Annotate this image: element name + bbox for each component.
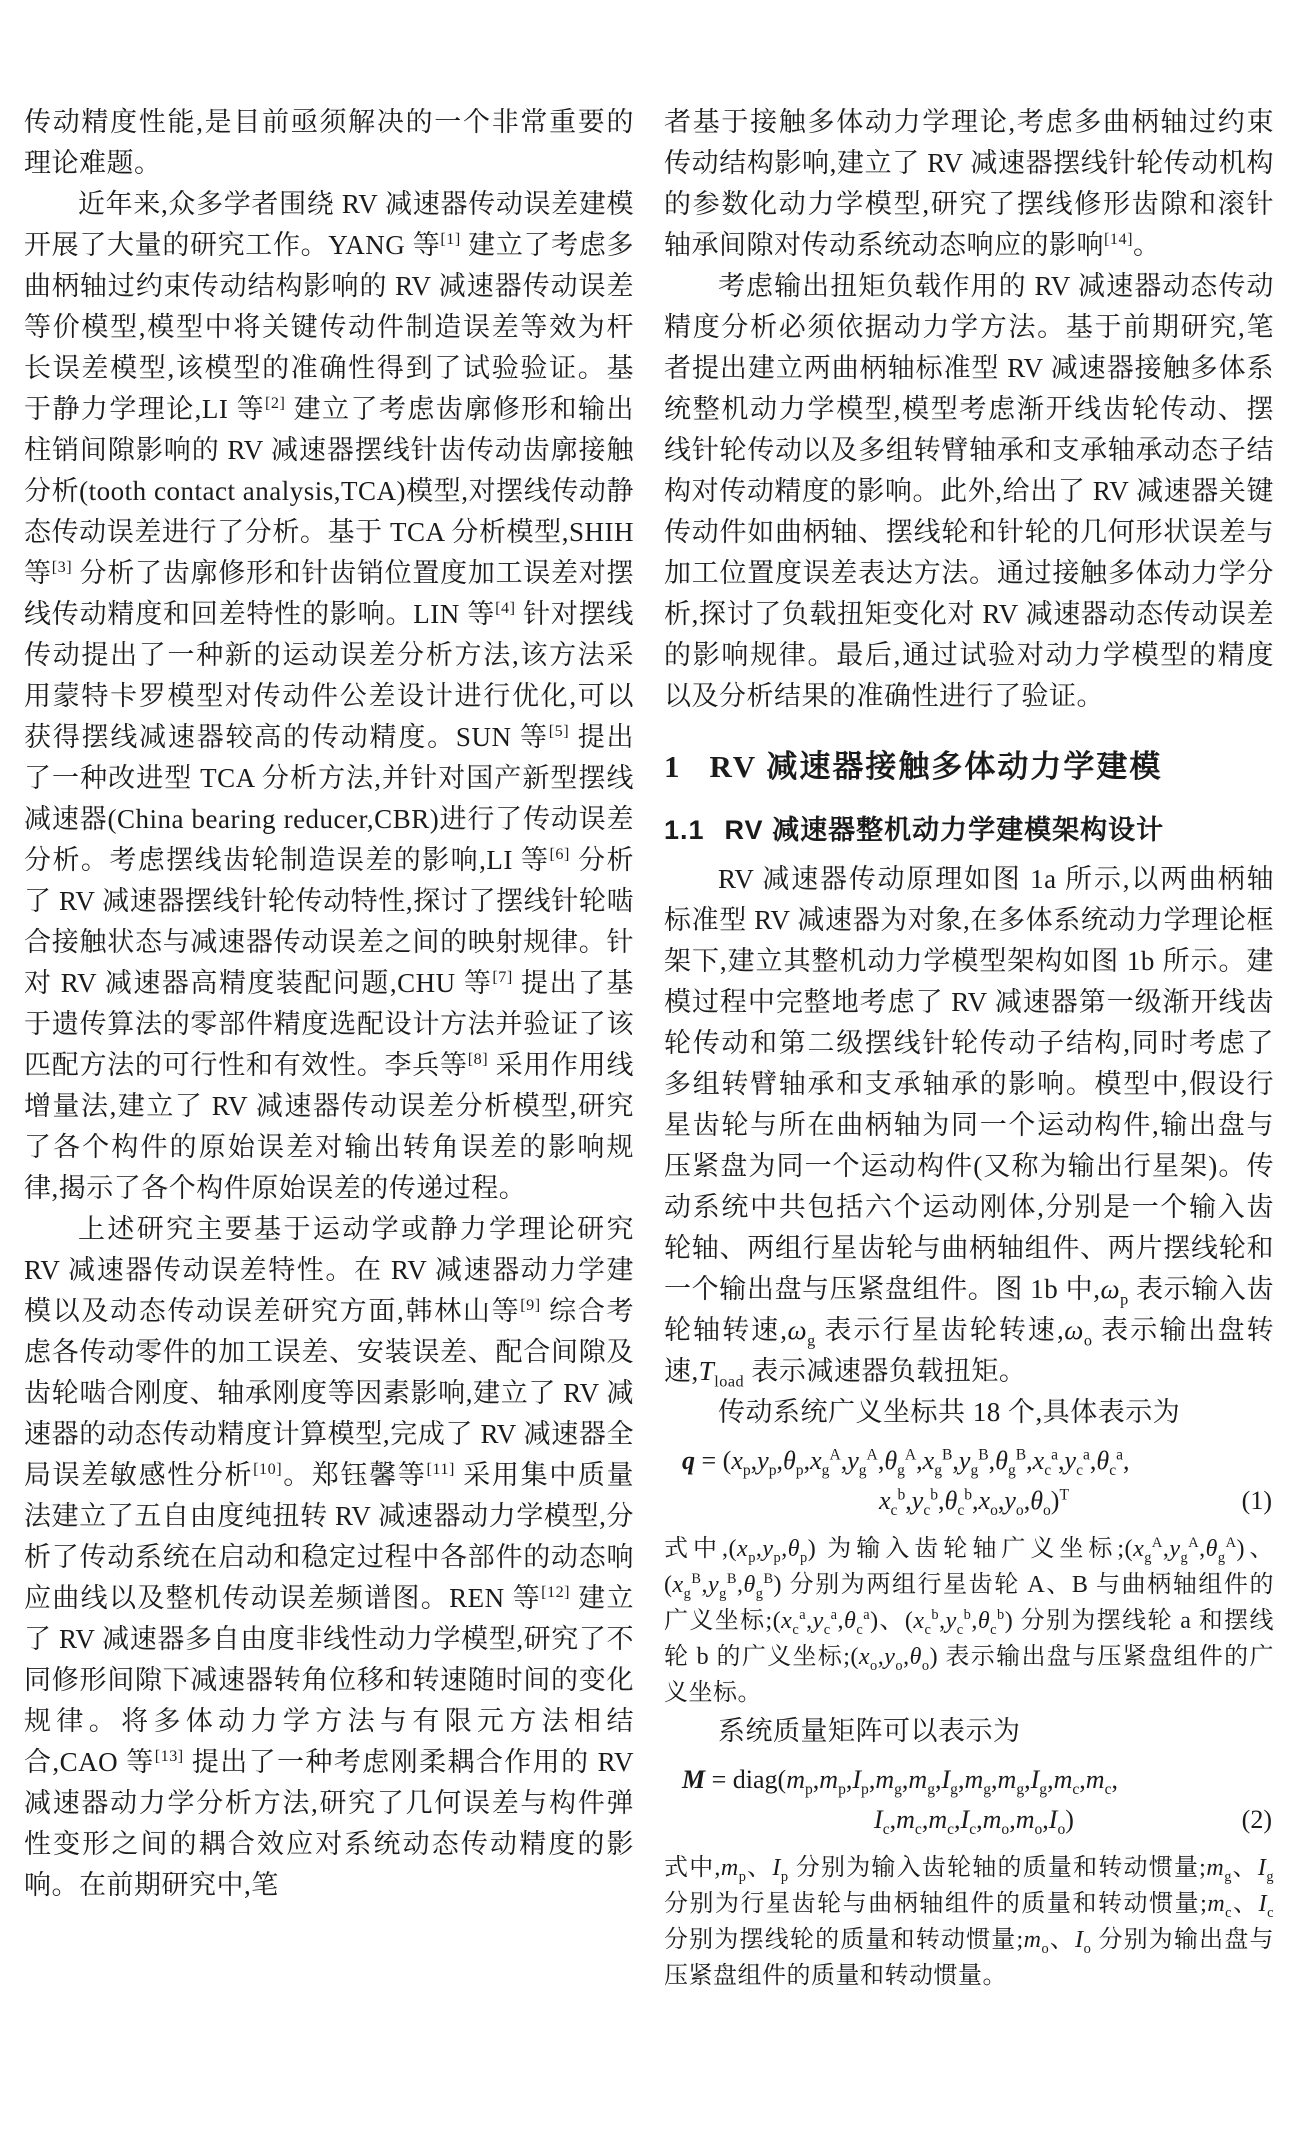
paragraph-literature-review: 近年来,众多学者围绕 RV 减速器传动误差建模开展了大量的研究工作。YANG 等[1] 建立了考虑多曲柄轴过约束传动结构影响的 RV 减速器传动误差等价模型,模型中将关键传动件制造误差等效为杆长误差模型,该模型的准确性得到了试验验证。基于静力学理论,LI 等[2] 建立了考虑齿廓修形和输出柱销间隙影响的 RV 减速器摆线针齿传动齿廓接触分析(tooth contact analysis,TCA)模型,对摆线传动静态传动误差进行了分析。基于 TCA 分析模型,SHIH 等[3] 分析了齿廓修形和针齿销位置度加工误差对摆线传动精度和回差特性的影响。LIN 等[4] 针对摆线传动提出了一种新的运动误差分析方法,该方法采用蒙特卡罗模型对传动件公差设计进行优化,可以获得摆线减速器较高的传动精度。SUN 等[5] 提出了一种改进型 TCA 分析方法,并针对国产新型摆线减速器(China bearing reducer,CBR)进行了传动误差分析。考虑摆线齿轮制造误差的影响,LI 等[6] 分析了 RV 减速器摆线针轮传动特性,探讨了摆线针轮啮合接触状态与减速器传动误差之间的映射规律。针对 RV 减速器高精度装配问题,CHU 等[7] 提出了基于遗传算法的零部件精度选配设计方法并验证了该匹配方法的可行性和有效性。李兵等[8] 采用作用线增量法,建立了 RV 减速器传动误差分析模型,研究了各个构件的原始误差对输出转角误差的影响规律,揭示了各个构件原始误差的传递过程。 <box>24 189 635 1203</box>
paragraph-dynamics-review: 上述研究主要基于运动学或静力学理论研究 RV 减速器传动误差特性。在 RV 减速器动力学建模以及动态传动误差研究方面,韩林山等[9] 综合考虑各传动零件的加工误差、安装误差、配合间隙及齿轮啮合刚度、轴承刚度等因素影响,建立了 RV 减速器的动态传动精度计算模型,完成了 RV 减速器全局误差敏感性分析[10]。郑钰馨等[11] 采用集中质量法建立了五自由度纯扭转 RV 减速器动力学模型,分析了传动系统在启动和稳定过程中各部件的动态响应曲线以及整机传动误差频谱图。REN 等[12] 建立了 RV 减速器多自由度非线性动力学模型,研究了不同修形间隙下减速器转角位移和转速随时间的变化规律。将多体动力学方法与有限元方法相结合,CAO 等[13] 提出了一种考虑刚柔耦合作用的 RV 减速器动力学分析方法,研究了几何误差与构件弹性变形之间的耦合效应对系统动态传动精度的影响。在前期研究中,笔 <box>24 1214 635 1900</box>
paragraph-proposed-work: 考虑输出扭矩负载作用的 RV 减速器动态传动精度分析必须依据动力学方法。基于前期研究,笔者提出建立两曲柄轴标准型 RV 减速器接触多体系统整机动力学模型,模型考虑渐开线齿轮传动、摆线针轮传动以及多组转臂轴承和支承轴承动态子结构对传动精度的影响。此外,给出了 RV 减速器关键传动件如曲柄轴、摆线轮和针轮的几何形状误差与加工位置度误差表达方法。通过接触多体动力学分析,探讨了负载扭矩变化对 RV 减速器动态传动误差的影响规律。最后,通过试验对动力学模型的精度以及分析结果的准确性进行了验证。 <box>664 271 1274 711</box>
section-heading <box>664 747 1274 787</box>
paragraph-equation-2-explanation: 式中$,m_p$、$I_p$ 分别为输入齿轮轴的质量和转动惯量$;m_g$、$I_g$ 分别为行星齿轮与曲柄轴组件的质量和转动惯量$;m_c$、$I_c$ 分别为摆线轮的质量和转动惯量$;m_o$、$I_o$ 分别为输出盘与压紧盘组件的质量和转动惯量。 <box>664 1855 1275 1989</box>
equation-1-number: (1) <box>1241 1486 1272 1515</box>
right-column <box>664 102 1274 2149</box>
paragraph-continued-from-previous-page: 传动精度性能,是目前亟须解决的一个非常重要的理论难题。 <box>24 107 634 178</box>
equation-2-number: (2) <box>1241 1805 1272 1834</box>
paragraph-modeling-architecture: RV 减速器传动原理如图 1a 所示,以两曲柄轴标准型 RV 减速器为对象,在多体系统动力学理论框架下,建立其整机动力学模型架构如图 1b 所示。建模过程中完整地考虑了 RV 减速器第一级渐开线齿轮传动和第二级摆线针轮传动子结构,同时考虑了多组转臂轴承和支承轴承的影响。模型中,假设行星齿轮与所在曲柄轴为同一个运动构件,输出盘与压紧盘为同一个运动构件(又称为输出行星架)。传动系统中共包括六个运动刚体,分别是一个输入齿轮轴、两组行星齿轮与曲柄轴组件、两片摆线轮和一个输出盘与压紧盘组件。图 1b 中$,\omega_p$ 表示输入齿轮轴转速$,\omega_g$ 表示行星齿轮转速$,\omega_o$ 表示输出盘转速$,T_{load}$ 表示减速器负载扭矩。 <box>664 864 1275 1391</box>
left-column <box>24 102 634 2149</box>
equation-2 <box>664 1760 1274 1840</box>
paragraph-coordinates-intro: 传动系统广义坐标共 18 个,具体表示为 <box>718 1397 1181 1427</box>
subsection-number: 1.1 <box>664 815 705 845</box>
section-title: RV 减速器接触多体动力学建模 <box>709 749 1163 784</box>
equation-2-line-2: $I_c,m_c,m_c,I_c,m_o,m_o,I_o$) <box>874 1805 1074 1839</box>
subsection-title: RV 减速器整机动力学建模架构设计 <box>724 815 1165 845</box>
equation-1 <box>664 1441 1274 1521</box>
section-number: 1 <box>664 749 682 784</box>
paragraph-equation-1-explanation: 式中$,(x_p,y_p,\theta_p)$ 为输入齿轮轴广义坐标$;(x_g^A,y_g^A,\theta_g^A)$、$(x_g^B,y_g^B,\theta_g^B)$ 分别为两组行星齿轮 A、B 与曲柄轴组件的广义坐标$;(x_c^a,y_c^a,\theta_c^a)$、$(x_c^b,y_c^b,\theta_c^b)$ 分别为摆线轮 a 和摆线轮 b 的广义坐标$;(x_o,y_o,\theta_o)$ 表示输出盘与压紧盘组件的广义坐标。 <box>664 1535 1275 1706</box>
equation-1-line-2: $x_c^b,y_c^b,\theta_c^b,x_o,y_o,\theta_o)^T$ <box>879 1486 1069 1520</box>
subsection-heading <box>664 811 1274 849</box>
paragraph-mass-matrix-intro: 系统质量矩阵可以表示为 <box>718 1716 1021 1746</box>
paragraph-continued-from-left-column: 者基于接触多体动力学理论,考虑多曲柄轴过约束传动结构影响,建立了 RV 减速器摆线针轮传动机构的参数化动力学模型,研究了摆线修形齿隙和滚针轴承间隙对传动系统动态响应的影响[14]。 <box>664 107 1274 260</box>
equation-1-line-1: $q = (x_p,y_p,\theta_p,x_g^A,y_g^A,\theta_g^A,x_g^B,y_g^B,\theta_g^B,x_c^a,y_c^a,\theta_c^a$, <box>682 1446 1130 1480</box>
equation-2-line-1: $M = diag(m_p,m_p,I_p,m_g,m_g,I_g,m_g,m_g,I_g,m_c,m_c$, <box>682 1765 1118 1799</box>
